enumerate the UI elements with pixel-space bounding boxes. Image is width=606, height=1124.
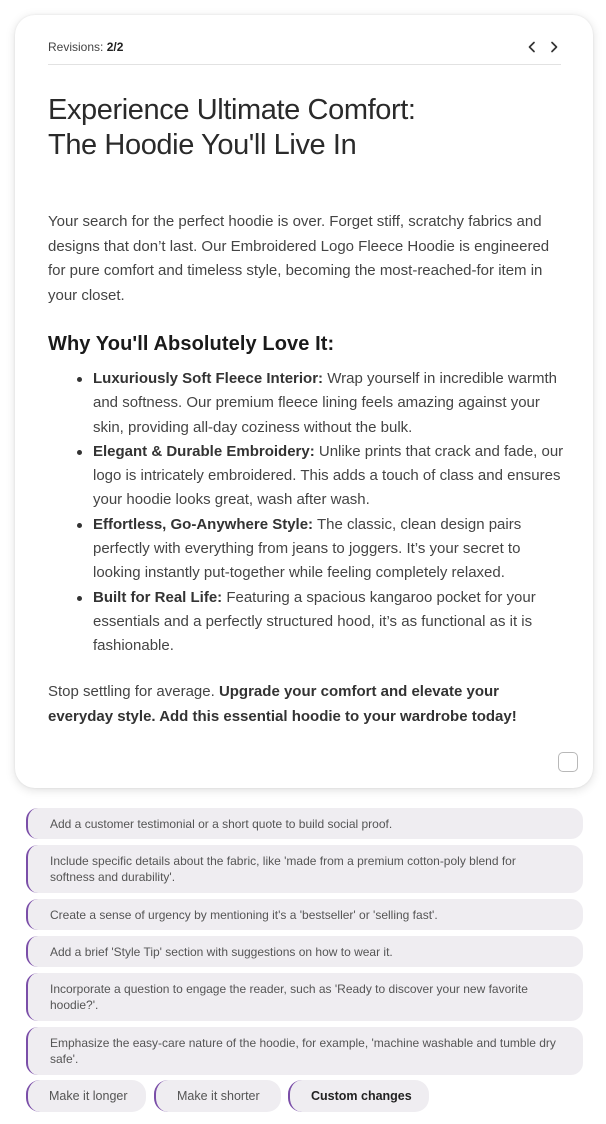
suggestion-chip[interactable]: Add a customer testimonial or a short quote to build social proof. — [26, 808, 583, 839]
suggestion-chip[interactable]: Add a brief 'Style Tip' section with suggestions on how to wear it. — [26, 936, 583, 967]
chevron-left-icon — [526, 41, 538, 53]
make-longer-button[interactable]: Make it longer — [26, 1080, 146, 1112]
suggestion-chip[interactable]: Include specific details about the fabric, like 'made from a premium cotton-poly blend for softness and durability'. — [26, 845, 583, 893]
previous-revision-button[interactable] — [522, 37, 542, 57]
article-title — [48, 93, 548, 163]
title-line-2: The Hoodie You'll Live In — [48, 129, 357, 161]
benefit-lead: Luxuriously Soft Fleece Interior: — [93, 370, 324, 387]
benefit-text: Featuring a spacious kangaroo pocket for your essentials and a perfectly structured hood, it’s as functional as it is fashionable. — [93, 588, 536, 655]
make-shorter-button[interactable]: Make it shorter — [154, 1080, 281, 1112]
benefit-text: Wrap yourself in incredible warmth and softness. Our premium fleece lining feels amazing against your skin, providing all-day coziness without the bulk. — [93, 370, 558, 436]
revisions-count: 2/2 — [106, 40, 124, 54]
benefit-lead: Elegant & Durable Embroidery: — [93, 442, 315, 460]
benefits-heading: Why You'll Absolutely Love It: — [48, 333, 335, 355]
intro-paragraph: Your search for the perfect hoodie is over. Forget stiff, scratchy fabrics and designs that don’t last. Our Embroidered Logo Fleece Hoodie is engineered for pure comfort and timeless style, becoming the most-reached-for item in your closet. — [48, 213, 550, 304]
revisions-indicator — [48, 40, 123, 54]
custom-changes-button[interactable]: Custom changes — [288, 1080, 429, 1112]
suggestion-chip[interactable]: Incorporate a question to engage the reader, such as 'Ready to discover your new favorite hoodie?'. — [26, 973, 583, 1021]
closing-paragraph — [48, 679, 568, 729]
content-card — [15, 15, 593, 788]
revisions-bar — [48, 40, 561, 65]
benefit-lead: Effortless, Go-Anywhere Style: — [93, 515, 314, 533]
benefit-item — [93, 586, 571, 659]
closing-cta: Upgrade your comfort and elevate your everyday style. Add this essential hoodie to your wardrobe today! — [48, 683, 517, 725]
benefit-item — [93, 513, 571, 586]
revisions-label: Revisions: — [48, 40, 104, 54]
next-revision-button[interactable] — [544, 37, 564, 57]
chevron-right-icon — [548, 41, 560, 53]
suggestion-chip[interactable]: Emphasize the easy-care nature of the hoodie, for example, 'machine washable and tumble dry safe'. — [26, 1027, 583, 1075]
benefit-lead: Built for Real Life: — [93, 588, 223, 606]
title-line-1: Experience Ultimate Comfort: — [48, 94, 416, 126]
benefit-text: The classic, clean design pairs perfectly with everything from jeans to joggers. It’s your secret to looking instantly put-together while feeling completely relaxed. — [93, 515, 522, 582]
select-checkbox[interactable] — [558, 752, 578, 772]
closing-text: Stop settling for average. — [48, 683, 219, 700]
benefit-item — [93, 367, 571, 440]
suggestion-chip[interactable]: Create a sense of urgency by mentioning it's a 'bestseller' or 'selling fast'. — [26, 899, 583, 930]
benefits-list — [93, 367, 571, 659]
benefit-item — [93, 440, 571, 513]
benefit-text: Unlike prints that crack and fade, our logo is intricately embroidered. This adds a touch of class and ensures your hoodie looks great, wash after wash. — [93, 442, 564, 509]
